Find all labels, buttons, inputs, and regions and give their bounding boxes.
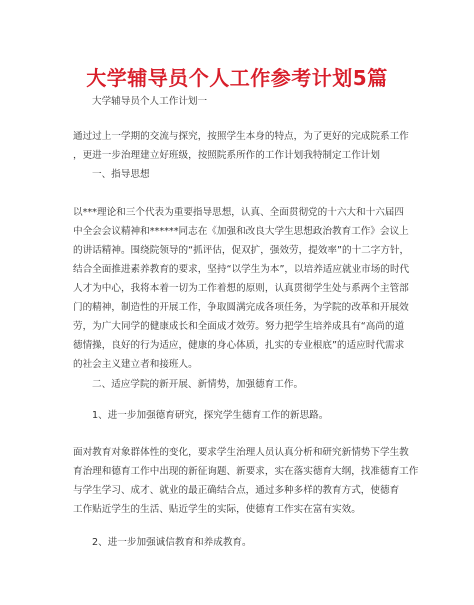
section1-line: 以***理论和三个代表为重要指导思想，认真、全面贯彻党的十六大和十六届四 <box>73 207 404 218</box>
document-subtitle: 大学辅导员个人工作计划一 <box>92 96 208 107</box>
section2-line: 面对教育对象群体性的变化，要求学生治理人员认真分析和研究新情势下学生教 <box>73 447 409 458</box>
section1-line: 结合全面推进素养教育的要求，坚持“以学生为本”，以培养适应就业市场的时代 <box>73 264 410 275</box>
intro-line: 通过过上一学期的交流与探究，按照学生本身的特点，为了更好的完成院系工作 <box>73 131 409 142</box>
section2-paragraph <box>73 443 423 519</box>
section2-heading: 二、适应学院的新开展、新情势，加强德育工作。 <box>92 379 304 390</box>
section1-line: 德情操，良好的行为适应，健康的身心体质，扎实的专业根底”的适应时代需求 <box>73 340 405 351</box>
section1-line: 人才为中心，我将本着一切为工作着想的原则，认真贯彻学生处与系两个主管部 <box>73 283 409 294</box>
section1-line: 的讲话精神。围绕院领导的“抓评估，促双扩，强效劳，提效率”的十二字方针， <box>73 245 410 256</box>
section1-line: 劳，为广大同学的健康成长和全面成才效劳。努力把学生培养成具有“高尚的道 <box>73 321 405 332</box>
section1-heading: 一、指导思想 <box>92 169 150 180</box>
intro-paragraph <box>73 127 423 165</box>
section1-paragraph <box>73 203 423 374</box>
section2-line: 工作贴近学生的生活、贴近学生的实际，使德育工作实在富有实效。 <box>73 504 361 515</box>
section1-line: 的社会主义建立者和接班人。 <box>73 359 198 370</box>
section1-line: 门的精神，制造性的开展工作，争取圆满完成各项任务，为学院的改革和开展效 <box>73 302 409 313</box>
intro-line: ，更进一步治理建立好班级，按照院系所作的工作计划我特制定工作计划 <box>73 150 380 161</box>
section2-subheading-1: 1、进一步加强德育研究，探究学生德育工作的新思路。 <box>92 410 329 421</box>
section2-line: 与学生学习、成才、就业的最正确结合点，通过多种多样的教育方式，使德育 <box>73 485 400 496</box>
section2-subheading-2: 2、进一步加强诚信教育和养成教育。 <box>92 537 252 548</box>
section1-line: 中全会会议精神和******同志在《加强和改良大学生思想政治教育工作》会议上 <box>73 226 409 237</box>
section2-line: 育治理和德育工作中出现的新征询题、新要求，实在落实德育大纲，找准德育工作 <box>73 466 419 477</box>
document-title: 大学辅导员个人工作参考计划5篇 <box>86 66 388 90</box>
